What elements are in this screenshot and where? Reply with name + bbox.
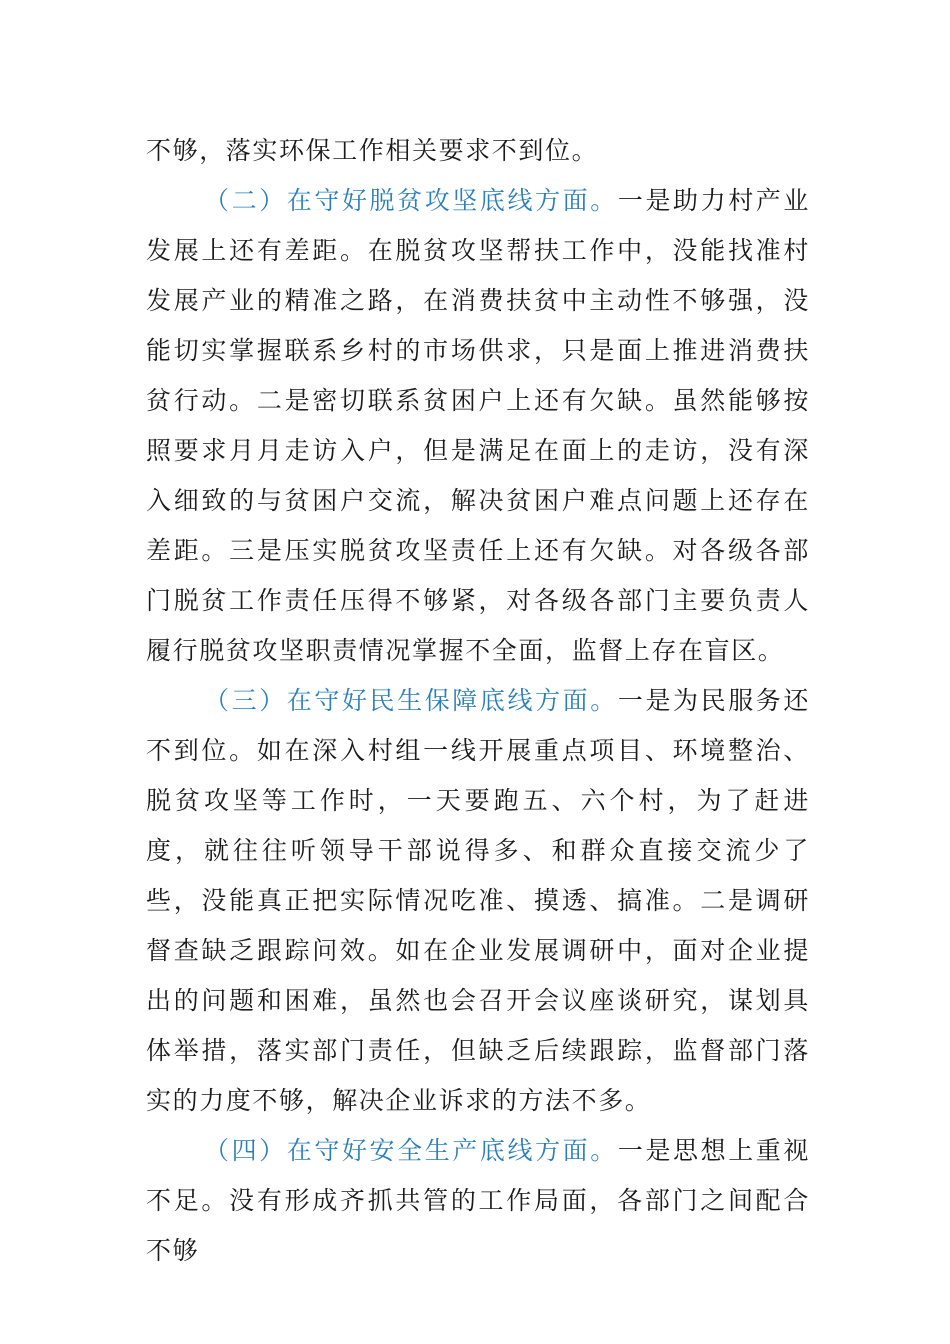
paragraph-production-safety xyxy=(146,1126,810,1276)
paragraph-body: 不够，落实环保工作相关要求不到位。 xyxy=(146,136,599,165)
paragraph-continuation xyxy=(146,126,810,176)
document-body xyxy=(146,126,810,1276)
section-heading: （三）在守好民生保障底线方面。 xyxy=(204,686,618,715)
paragraph-body: 一是助力村产业发展上还有差距。在脱贫攻坚帮扶工作中，没能找准村发展产业的精准之路，在消费扶贫中主动性不够强，没能切实掌握联系乡村的市场供求，只是面上推进消费扶贫行动。二是密切联系贫困户上还有欠缺。虽然能够按照要求月月走访入户，但是满足在面上的走访，没有深入细致的与贫困户交流，解决贫困户难点问题上还存在差距。三是压实脱贫攻坚责任上还有欠缺。对各级各部门脱贫工作责任压得不够紧，对各级各部门主要负责人履行脱贫攻坚职责情况掌握不全面，监督上存在盲区。 xyxy=(146,186,810,665)
paragraph-body: 一是为民服务还不到位。如在深入村组一线开展重点项目、环境整治、脱贫攻坚等工作时，一天要跑五、六个村，为了赶进度，就往往听领导干部说得多、和群众直接交流少了些，没能真正把实际情况吃准、摸透、搞准。二是调研督查缺乏跟踪问效。如在企业发展调研中，面对企业提出的问题和困难，虽然也会召开会议座谈研究，谋划具体举措，落实部门责任，但缺乏后续跟踪，监督部门落实的力度不够，解决企业诉求的方法不多。 xyxy=(146,686,810,1115)
paragraph-poverty-alleviation xyxy=(146,176,810,676)
section-heading: （四）在守好安全生产底线方面。 xyxy=(204,1136,618,1165)
paragraph-livelihood-security xyxy=(146,676,810,1126)
section-heading: （二）在守好脱贫攻坚底线方面。 xyxy=(204,186,618,215)
paragraph-body: 一是思想上重视不足。没有形成齐抓共管的工作局面，各部门之间配合不够 xyxy=(146,1136,810,1265)
